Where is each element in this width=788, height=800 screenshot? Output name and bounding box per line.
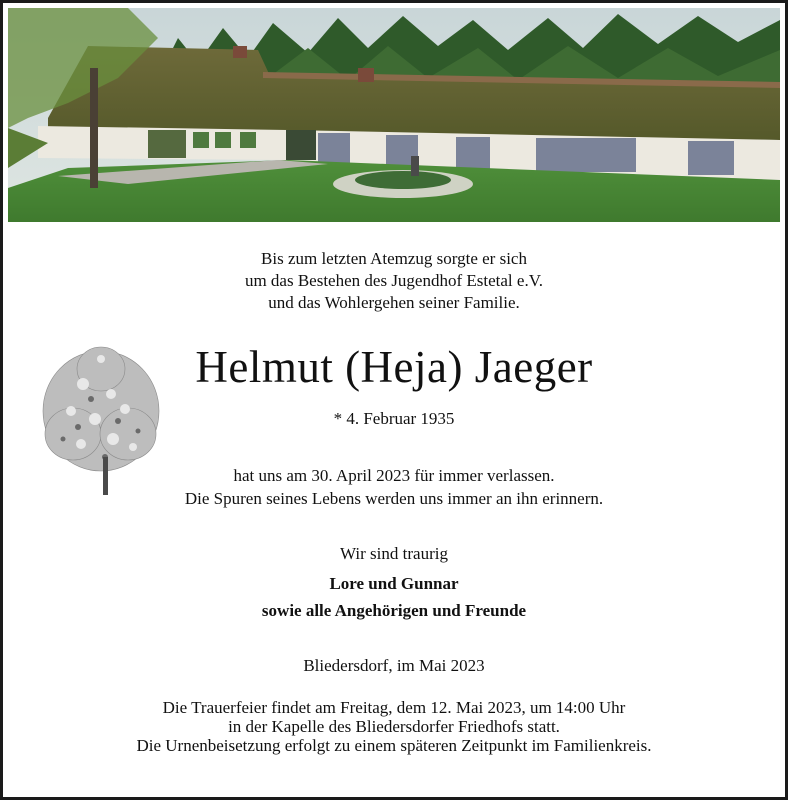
place-date: Bliedersdorf, im Mai 2023 [303, 656, 485, 675]
deceased-name: Helmut (Heja) Jaeger [195, 342, 593, 392]
funeral-line: in der Kapelle des Bliedersdorfer Friedhofs statt. [228, 717, 560, 736]
signers [3, 570, 785, 624]
signer-line: Lore und Gunnar [329, 574, 459, 593]
intro-text [3, 248, 785, 314]
death-text [3, 464, 785, 510]
intro-line: Bis zum letzten Atemzug sorgte er sich [261, 249, 527, 268]
death-line: hat uns am 30. April 2023 für immer verlassen. [233, 466, 555, 485]
intro-line: und das Wohlergehen seiner Familie. [268, 293, 520, 312]
intro-line: um das Bestehen des Jugendhof Estetal e.V. [244, 271, 544, 290]
header-painting [8, 8, 780, 222]
funeral-line: Die Trauerfeier findet am Freitag, dem 12. Mai 2023, um 14:00 Uhr [162, 698, 626, 717]
death-line: Die Spuren seines Lebens werden uns immer an ihn erinnern. [184, 489, 604, 508]
mourning-text: Wir sind traurig [340, 544, 448, 563]
funeral-details [3, 698, 785, 755]
birth-date: * 4. Februar 1935 [333, 409, 455, 428]
signer-line: sowie alle Angehörigen und Freunde [261, 601, 527, 620]
funeral-line: Die Urnenbeisetzung erfolgt zu einem späteren Zeitpunkt im Familienkreis. [136, 736, 652, 755]
